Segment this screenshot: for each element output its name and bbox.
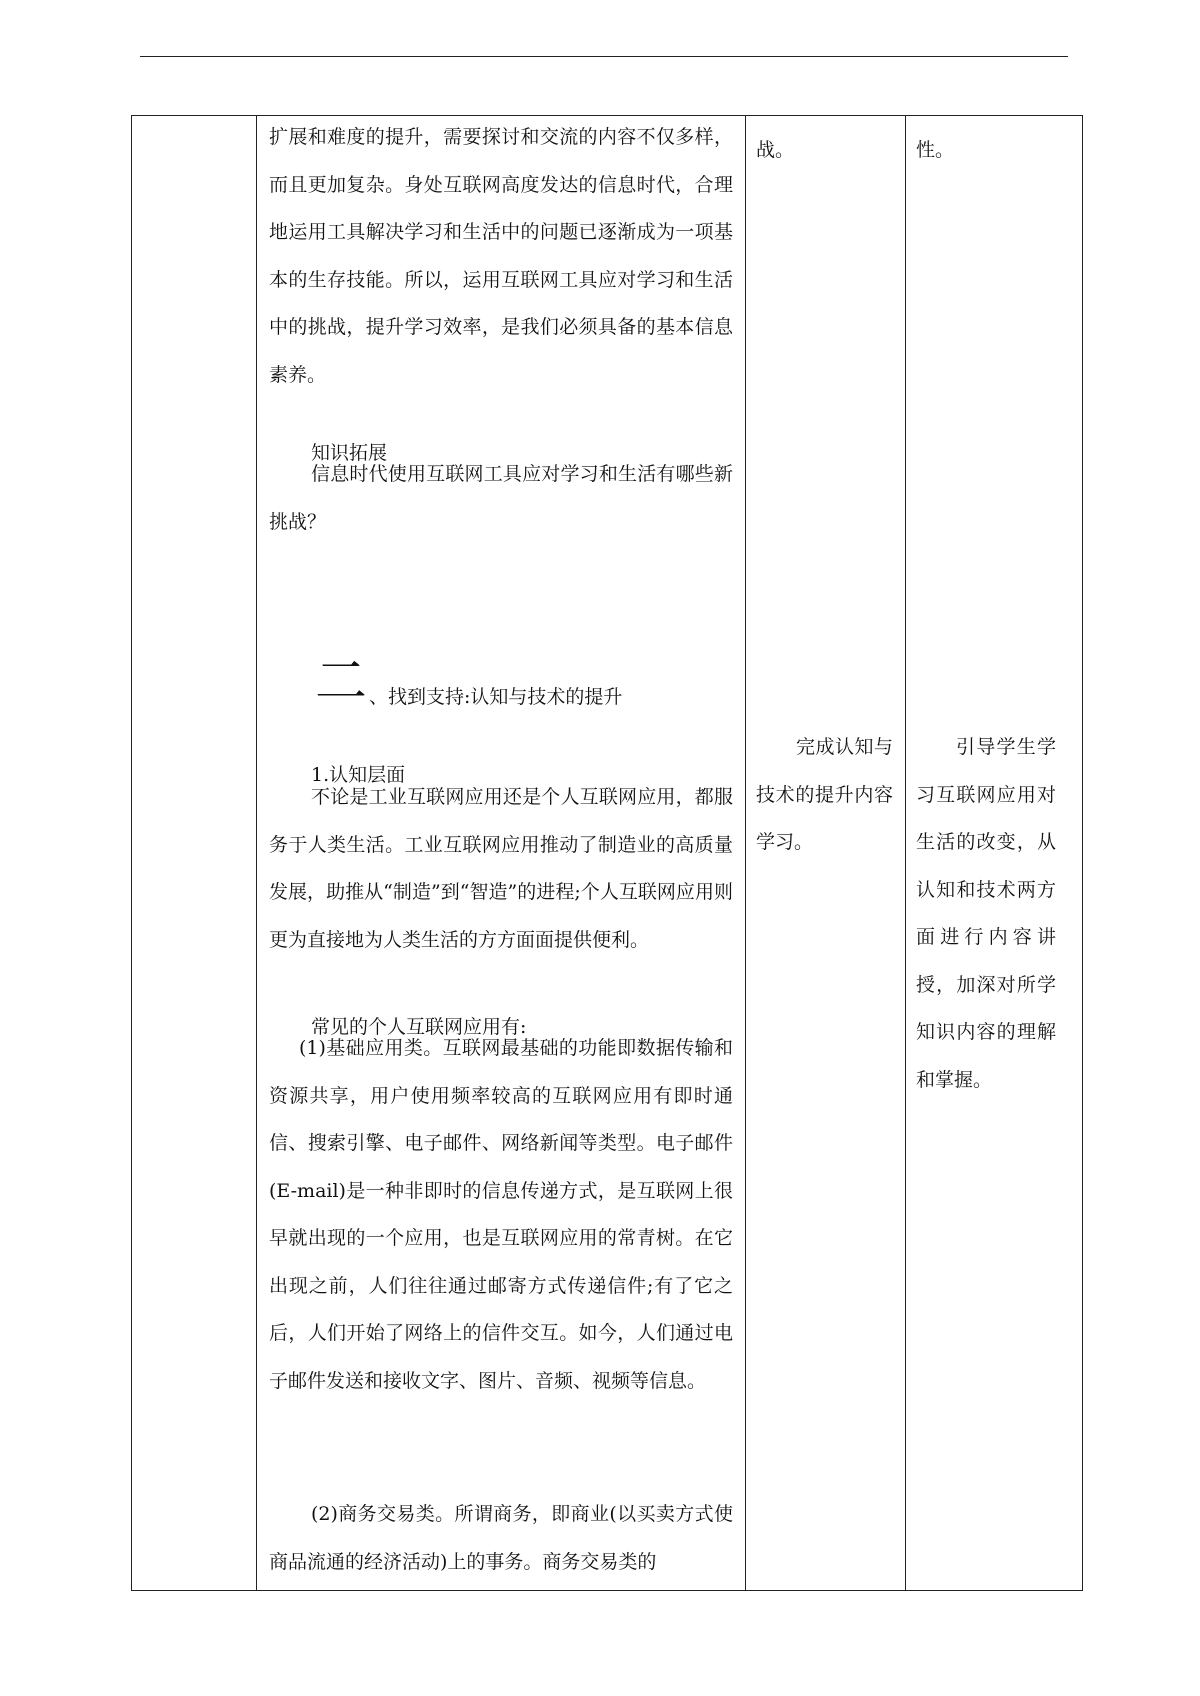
knowledge-question: 信息时代使用互联网工具应对学习和生活有哪些新挑战？ [269, 463, 733, 533]
header-rule [140, 56, 1068, 57]
activity-text: 完成认知与技术的提升内容学习。 [756, 736, 893, 853]
business-apps-paragraph: (2)商务交易类。所谓商务，即商业(以买卖方式使商品流通的经济活动)上的事务。商务交易类的 [269, 1503, 733, 1573]
section-numeral: 二 [315, 652, 368, 712]
content-cell [257, 116, 746, 1591]
design-intent-cell [906, 116, 1083, 1591]
intent-top-text: 性。 [916, 139, 955, 161]
intro-paragraph: 扩展和难度的提升，需要探讨和交流的内容不仅多样，而且更加复杂。身处互联网高度发达的信息时代，合理地运用工具解决学习和生活中的问题已逐渐成为一项基本的生存技能。所以，运用互联网工具应对学习和生活中的挑战，提升学习效率，是我们必须具备的基本信息素养。 [269, 126, 733, 386]
activity-top-text: 战。 [756, 139, 795, 161]
table-row [132, 116, 1083, 1591]
basic-apps-paragraph: (1)基础应用类。互联网最基础的功能即数据传输和资源共享，用户使用频率较高的互联网应用有即时通信、搜索引擎、电子邮件、网络新闻等类型。电子邮件(E-mail)是一种非即时的信息传递方式，是互联网上很早就出现的一个应用，也是互联网应用的常青树。在它出现之前，人们往往通过邮寄方式传递信件;有了它之后，人们开始了网络上的信件交互。如今，人们通过电子邮件发送和接收文字、图片、音频、视频等信息。 [269, 1037, 733, 1392]
knowledge-label: 知识拓展 [311, 442, 388, 464]
lesson-plan-table [131, 115, 1083, 1591]
cognition-paragraph: 不论是工业互联网应用还是个人互联网应用，都服务于人类生活。工业互联网应用推动了制造业的高质量发展，助推从“制造”到“智造”的进程;个人互联网应用则更为直接地为人类生活的方方面面提供便利。 [269, 786, 733, 951]
section-title: 、找到支持:认知与技术的提升 [369, 686, 623, 708]
student-activity-cell [746, 116, 906, 1591]
common-apps-label: 常见的个人互联网应用有: [311, 1016, 527, 1038]
stage-cell [132, 116, 257, 1591]
intent-text: 引导学生学习互联网应用对生活的改变，从认知和技术两方面进行内容讲授，加深对所学知识内容的理解和掌握。 [916, 736, 1056, 1091]
sub-heading: 1.认知层面 [311, 764, 406, 786]
